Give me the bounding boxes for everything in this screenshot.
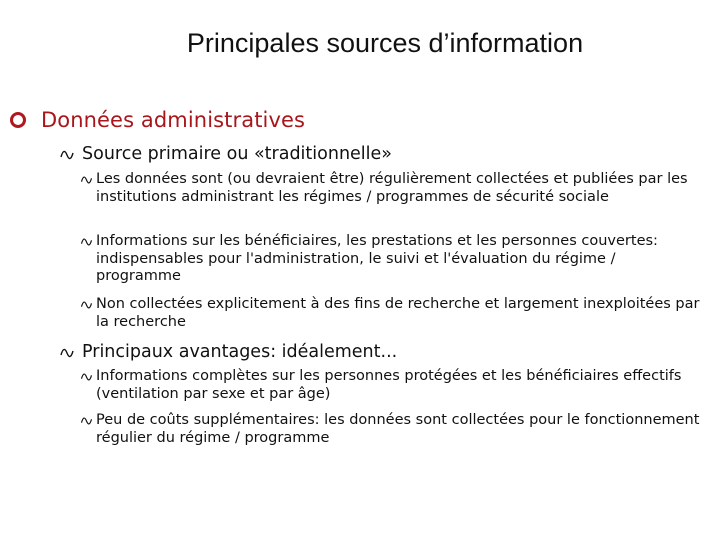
- list-item: [80, 412, 700, 447]
- level1-label: Données administratives: [41, 108, 306, 132]
- section-item: [60, 342, 397, 362]
- section-label: Source primaire ou «traditionnelle»: [82, 144, 393, 164]
- wave-bullet-icon: [80, 416, 93, 426]
- list-item-text: Non collectées explicitement à des fins de recherche et largement inexploitées par la recherche: [96, 296, 700, 330]
- section-label: Principaux avantages: idéalement...: [82, 342, 398, 362]
- wave-bullet-icon: [80, 175, 93, 185]
- wave-bullet-icon: [60, 149, 74, 161]
- list-item: [80, 233, 700, 286]
- wave-bullet-icon: [60, 347, 74, 359]
- ring-bullet-icon: [10, 112, 26, 128]
- wave-bullet-icon: [80, 372, 93, 382]
- wave-bullet-icon: [80, 237, 93, 247]
- level1-item: [10, 108, 305, 132]
- list-item: [80, 368, 700, 403]
- list-item-text: Peu de coûts supplémentaires: les données sont collectées pour le fonctionnement régulier du régime / programme: [96, 412, 700, 446]
- list-item-text: Informations sur les bénéficiaires, les prestations et les personnes couvertes: indispensables pour l'administration, le suivi et l'évaluation du régime / programme: [96, 233, 658, 284]
- list-item: [80, 296, 700, 331]
- section-item: [60, 144, 392, 164]
- slide-title: Principales sources d’information: [186, 28, 584, 58]
- list-item: [80, 171, 700, 206]
- wave-bullet-icon: [80, 300, 93, 310]
- list-item-text: Informations complètes sur les personnes protégées et les bénéficiaires effectifs (ventilation par sexe et par âge): [96, 368, 682, 402]
- list-item-text: Les données sont (ou devraient être) régulièrement collectées et publiées par les institutions administrant les régimes / programmes de sécurité sociale: [96, 171, 688, 205]
